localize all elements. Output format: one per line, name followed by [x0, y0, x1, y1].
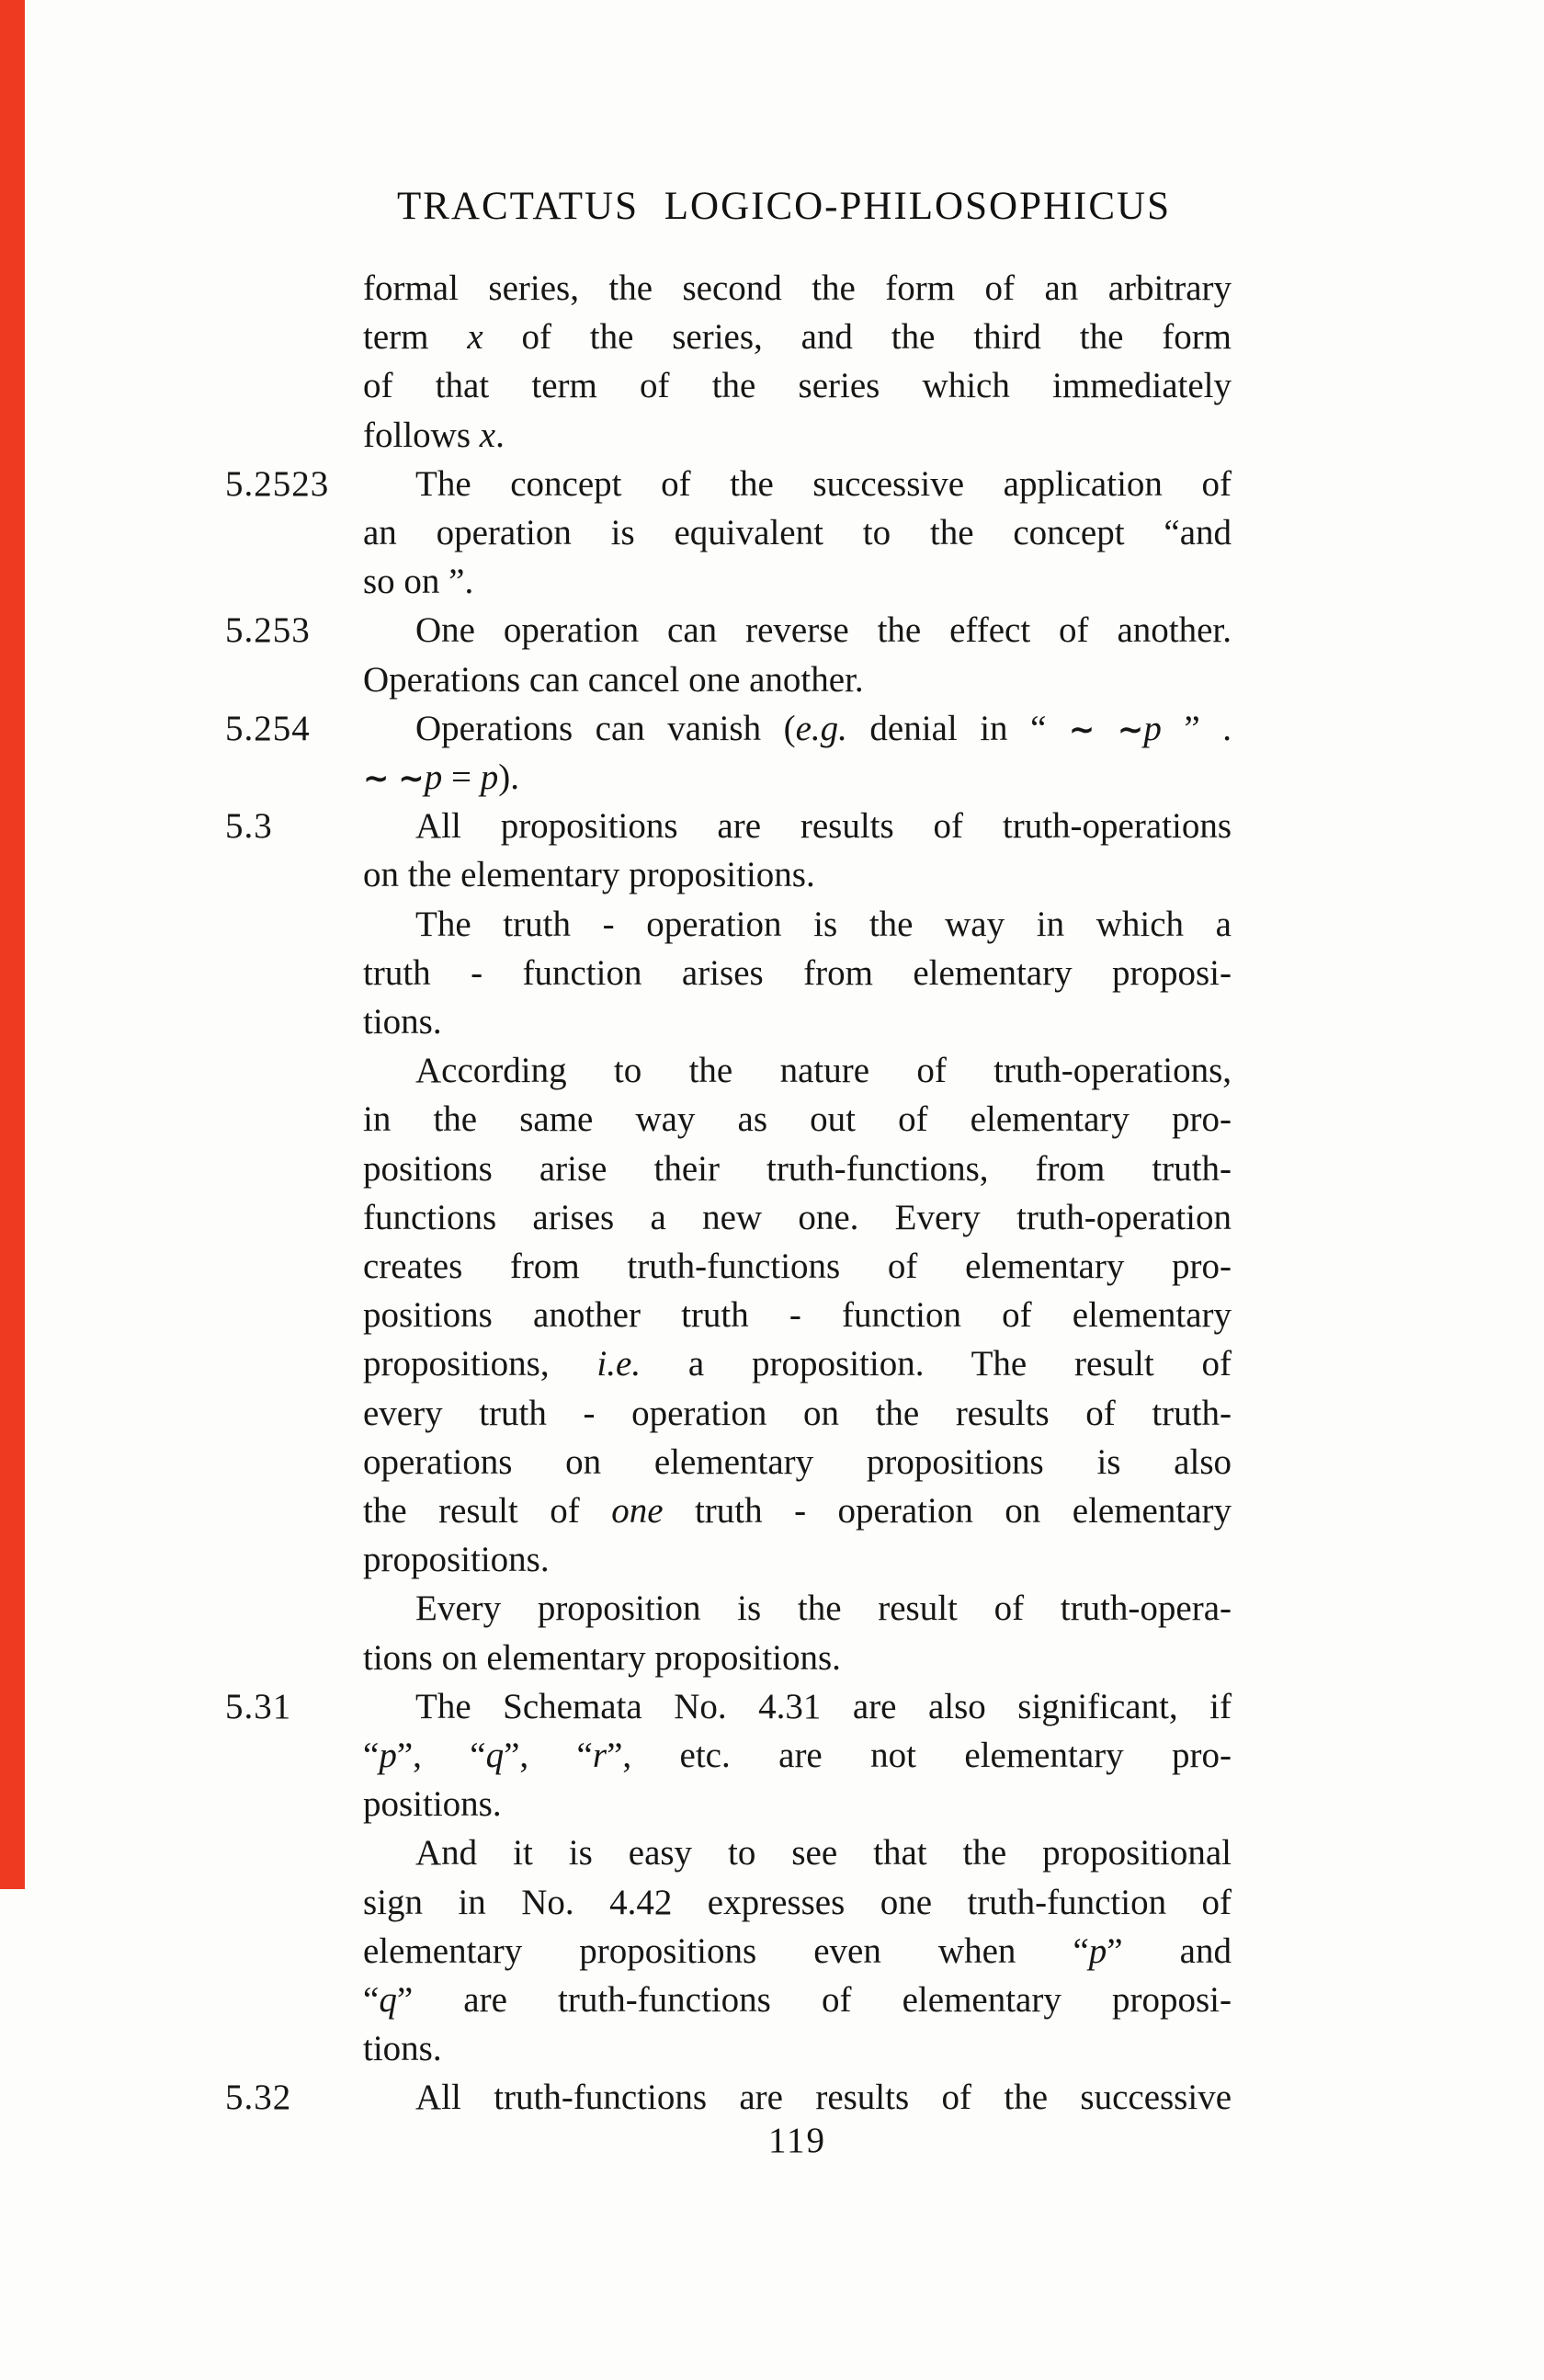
line-text [363, 557, 1232, 606]
text-segment: = [442, 757, 481, 797]
text-segment: p [1088, 1931, 1107, 1971]
text-segment: positions arise their truth-functions, from truth- [363, 1149, 1232, 1189]
text-segment: p [1143, 709, 1162, 748]
line-text [363, 1144, 1232, 1193]
page-title: TRACTATUS LOGICO-PHILOSOPHICUS [396, 185, 1172, 228]
text-line [0, 900, 1544, 949]
line-text [363, 361, 1232, 410]
line-text [363, 1486, 1232, 1535]
text-segment: p [424, 757, 443, 797]
text-segment: one [611, 1491, 664, 1531]
line-text [363, 1976, 1232, 2024]
line-text [363, 1242, 1232, 1291]
text-segment: ” . [1161, 709, 1232, 748]
text-segment: “ [363, 1736, 380, 1775]
text-segment: i.e. [596, 1344, 641, 1384]
section-number: 5.253 [225, 610, 311, 650]
line-text [363, 655, 1232, 704]
line-text [363, 1535, 1232, 1584]
text-segment: p [379, 1736, 397, 1775]
text-segment: tions on elementary propositions. [363, 1638, 841, 1678]
text-segment: The truth - operation is the way in which a [415, 905, 1232, 944]
text-segment: ∼ [398, 760, 425, 797]
text-segment: ). [498, 757, 519, 797]
line-text [363, 753, 1232, 803]
line-text [363, 1682, 1232, 1731]
text-segment: ”, etc. are not elementary pro- [607, 1736, 1232, 1775]
line-text [363, 1731, 1232, 1780]
line-text [363, 1828, 1232, 1877]
text-line [0, 1878, 1544, 1927]
text-line [0, 655, 1544, 704]
line-text [363, 1584, 1232, 1633]
text-line [0, 704, 1544, 753]
line-text [363, 1193, 1232, 1242]
text-segment: Operations can cancel one another. [363, 660, 864, 700]
line-text [363, 997, 1232, 1046]
text-segment: positions another truth - function of elementary [363, 1295, 1232, 1335]
text-segment: so on ”. [363, 562, 474, 601]
text-segment: e.g. [795, 709, 847, 748]
text-segment: “ [363, 1980, 380, 2020]
text-segment: creates from truth-functions of elementary pro- [363, 1247, 1232, 1286]
text-line [0, 1486, 1544, 1535]
text-line [0, 2073, 1544, 2122]
text-line [0, 460, 1544, 508]
text-segment: ” and [1107, 1931, 1232, 1971]
line-text [363, 313, 1232, 361]
text-line [0, 1144, 1544, 1193]
text-segment: One operation can reverse the effect of another. [415, 610, 1232, 650]
text-segment: an operation is equivalent to the concept “and [363, 513, 1232, 552]
text-segment: And it is easy to see that the propositional [415, 1833, 1232, 1873]
text-line [0, 1389, 1544, 1438]
text-segment: Every proposition is the result of truth-opera- [415, 1589, 1232, 1628]
text-segment: sign in No. 4.42 expresses one truth-function of [363, 1883, 1232, 1922]
text-segment: on the elementary propositions. [363, 855, 815, 894]
line-text [363, 1634, 1232, 1682]
line-text [363, 411, 1232, 460]
text-segment: follows [363, 416, 480, 455]
text-segment: operations on elementary propositions is also [363, 1442, 1232, 1482]
text-segment: ∼ [1117, 712, 1144, 748]
line-text [363, 1095, 1232, 1144]
text-segment: x [479, 416, 496, 455]
text-line [0, 606, 1544, 655]
text-segment: of the series, and the third the form [482, 317, 1232, 357]
page-number: 119 [767, 2121, 827, 2160]
text-segment: ” are truth-functions of elementary proposi- [396, 1980, 1232, 2020]
text-segment: q [379, 1980, 397, 2020]
text-line [0, 1584, 1544, 1633]
line-text [363, 850, 1232, 899]
text-line [0, 1046, 1544, 1095]
text-segment: . [495, 416, 505, 455]
text-segment: of that term of the series which immediately [363, 366, 1232, 405]
line-text [363, 508, 1232, 557]
text-line [0, 508, 1544, 557]
line-text [363, 1927, 1232, 1976]
text-line [0, 1242, 1544, 1291]
text-segment: every truth - operation on the results of truth- [363, 1394, 1232, 1433]
text-line [0, 1780, 1544, 1828]
text-segment: q [485, 1736, 505, 1775]
text-segment: tions. [363, 2029, 442, 2068]
section-number: 5.32 [225, 2078, 292, 2117]
text-segment: propositions, [363, 1344, 597, 1384]
text-segment: The concept of the successive application of [415, 464, 1232, 504]
text-line [0, 1438, 1544, 1486]
text-segment: ”, “ [504, 1736, 593, 1775]
section-number: 5.254 [225, 709, 311, 748]
text-segment: ”, “ [396, 1736, 486, 1775]
text-segment: positions. [363, 1784, 502, 1824]
text-line [0, 949, 1544, 997]
text-segment: functions arises a new one. Every truth-operation [363, 1198, 1232, 1237]
text-line [0, 1927, 1544, 1976]
line-text [363, 900, 1232, 949]
line-text [363, 1339, 1232, 1388]
line-text [363, 2024, 1232, 2073]
text-line [0, 1291, 1544, 1339]
line-text [363, 1438, 1232, 1486]
text-segment: r [592, 1736, 607, 1775]
text-line [0, 2024, 1544, 2073]
text-segment: Operations can vanish ( [415, 709, 796, 748]
line-text [363, 802, 1232, 850]
text-segment: propositions. [363, 1540, 550, 1579]
line-text [363, 1291, 1232, 1339]
text-segment [390, 757, 399, 797]
line-text [363, 1878, 1232, 1927]
text-segment: formal series, the second the form of an arbitrary [363, 268, 1232, 308]
text-line [0, 1828, 1544, 1877]
line-text [363, 460, 1232, 508]
text-line [0, 1682, 1544, 1731]
text-line [0, 850, 1544, 899]
line-text [363, 1780, 1232, 1828]
line-text [363, 264, 1232, 313]
text-line [0, 313, 1544, 361]
text-segment: the result of [363, 1491, 612, 1531]
text-line [0, 557, 1544, 606]
line-text [363, 1389, 1232, 1438]
text-line [0, 997, 1544, 1046]
text-segment: term [363, 317, 468, 357]
text-segment: All propositions are results of truth-operations [415, 806, 1232, 846]
text-segment: truth - operation on elementary [663, 1491, 1232, 1531]
text-line [0, 1339, 1544, 1388]
line-text [363, 1046, 1232, 1095]
text-line [0, 1535, 1544, 1584]
text-line [0, 1634, 1544, 1682]
text-segment [1095, 709, 1118, 748]
text-line [0, 1731, 1544, 1780]
text-segment: truth - function arises from elementary proposi- [363, 953, 1232, 993]
text-segment: ∼ [363, 760, 390, 797]
text-line [0, 1095, 1544, 1144]
text-line [0, 1976, 1544, 2024]
line-text [363, 704, 1232, 755]
text-line [0, 753, 1544, 802]
text-segment: All truth-functions are results of the successive [415, 2078, 1232, 2117]
section-number: 5.31 [225, 1687, 292, 1726]
line-text [363, 2073, 1232, 2122]
text-segment: p [480, 757, 499, 797]
section-number: 5.2523 [225, 464, 330, 504]
text-segment: a proposition. The result of [641, 1344, 1232, 1384]
section-number: 5.3 [225, 806, 273, 846]
text-segment: The Schemata No. 4.31 are also significant, if [415, 1687, 1232, 1726]
line-text [363, 606, 1232, 655]
line-text [363, 949, 1232, 997]
text-segment: elementary propositions even when “ [363, 1931, 1089, 1971]
text-line [0, 361, 1544, 410]
text-segment: x [467, 317, 483, 357]
text-segment: ∼ [1068, 712, 1096, 748]
text-line [0, 802, 1544, 850]
text-segment: denial in “ [846, 709, 1069, 748]
text-segment: According to the nature of truth-operations, [415, 1051, 1232, 1090]
text-line [0, 1193, 1544, 1242]
text-line [0, 264, 1544, 313]
text-segment: in the same way as out of elementary pro- [363, 1099, 1232, 1139]
text-segment: tions. [363, 1002, 442, 1042]
text-line [0, 411, 1544, 460]
